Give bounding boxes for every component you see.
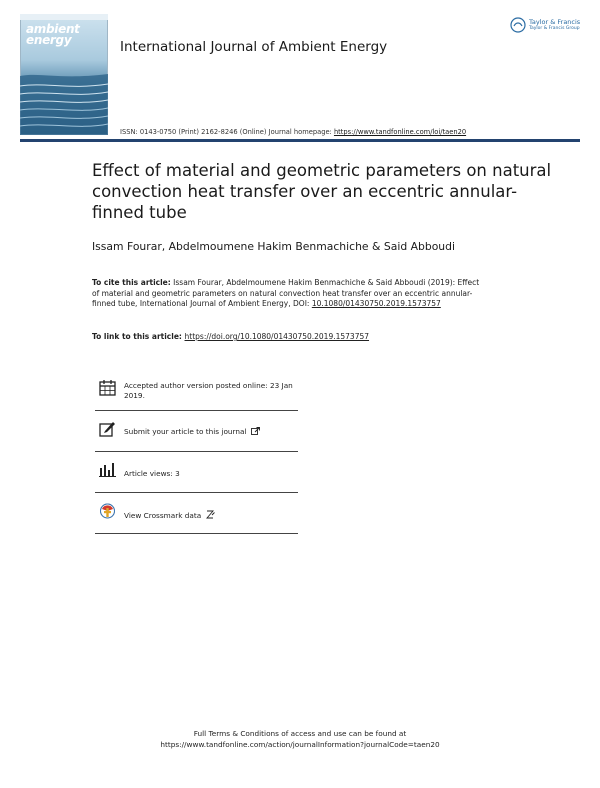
submit-article-text[interactable]: Submit your article to this journal	[124, 427, 247, 436]
crossmark-row[interactable]	[95, 493, 298, 534]
journal-homepage-link[interactable]: https://www.tandfonline.com/loi/taen20	[333, 128, 467, 136]
edit-icon	[99, 420, 116, 437]
cite-label: To cite this article:	[92, 278, 171, 287]
bar-chart-icon	[99, 462, 116, 477]
footer-terms	[0, 728, 600, 750]
article-views: Article views: 3	[124, 469, 180, 478]
article-info-list	[95, 370, 298, 534]
cite-text: Issam Fourar, Abdelmoumene Hakim Benmachiche & Said Abboudi (2019): Effect of material and geometric parameters on natural convection heat transfer over an eccentric annular-finned tube, International Journal of Ambient Energy, DOI:	[92, 278, 480, 308]
issn-text: ISSN: 0143-0750 (Print) 2162-8246 (Online) Journal homepage:	[120, 128, 334, 136]
crossmark-icon	[99, 503, 116, 521]
journal-title[interactable]: International Journal of Ambient Energy	[120, 39, 388, 55]
calendar-icon	[99, 379, 116, 396]
article-link-line	[92, 332, 369, 341]
cover-title-line1: ambient	[26, 22, 80, 36]
article-doi-url-link[interactable]: https://doi.org/10.1080/01430750.2019.1573757	[184, 332, 370, 341]
submit-row[interactable]	[95, 411, 298, 452]
footer-terms-line1: Full Terms & Conditions of access and use can be found at	[193, 729, 407, 738]
submit-article-link[interactable]	[124, 427, 294, 437]
publisher-logo-group: Taylor & Francis Group	[529, 26, 580, 31]
article-title: Effect of material and geometric parameters on natural convection heat transfer over an eccentric annular-finned tube	[92, 161, 552, 222]
views-row	[95, 452, 298, 493]
issn-line	[120, 128, 466, 136]
accepted-text: Accepted author version posted online: 23 Jan 2019.	[124, 381, 293, 400]
crossmark-external-icon	[206, 510, 215, 519]
crossmark-link[interactable]	[124, 510, 294, 521]
journal-cover-image	[20, 14, 108, 135]
citation-block	[92, 278, 482, 310]
crossmark-text[interactable]: View Crossmark data	[124, 511, 202, 520]
footer-terms-url[interactable]: https://www.tandfonline.com/action/journalInformation?journalCode=taen20	[160, 740, 440, 749]
external-link-icon	[251, 427, 260, 435]
cover-title-line2: energy	[26, 33, 72, 47]
cover-title	[26, 24, 106, 46]
publisher-logo-icon	[510, 17, 526, 33]
publisher-logo[interactable]	[510, 16, 584, 36]
article-authors: Issam Fourar, Abdelmoumene Hakim Benmachiche & Said Abboudi	[92, 240, 456, 253]
publisher-logo-name: Taylor & Francis	[529, 18, 581, 26]
cite-doi-link[interactable]: 10.1080/01430750.2019.1573757	[311, 299, 441, 308]
accepted-row	[95, 370, 298, 411]
link-label: To link to this article:	[92, 332, 185, 341]
header-divider	[20, 139, 580, 142]
